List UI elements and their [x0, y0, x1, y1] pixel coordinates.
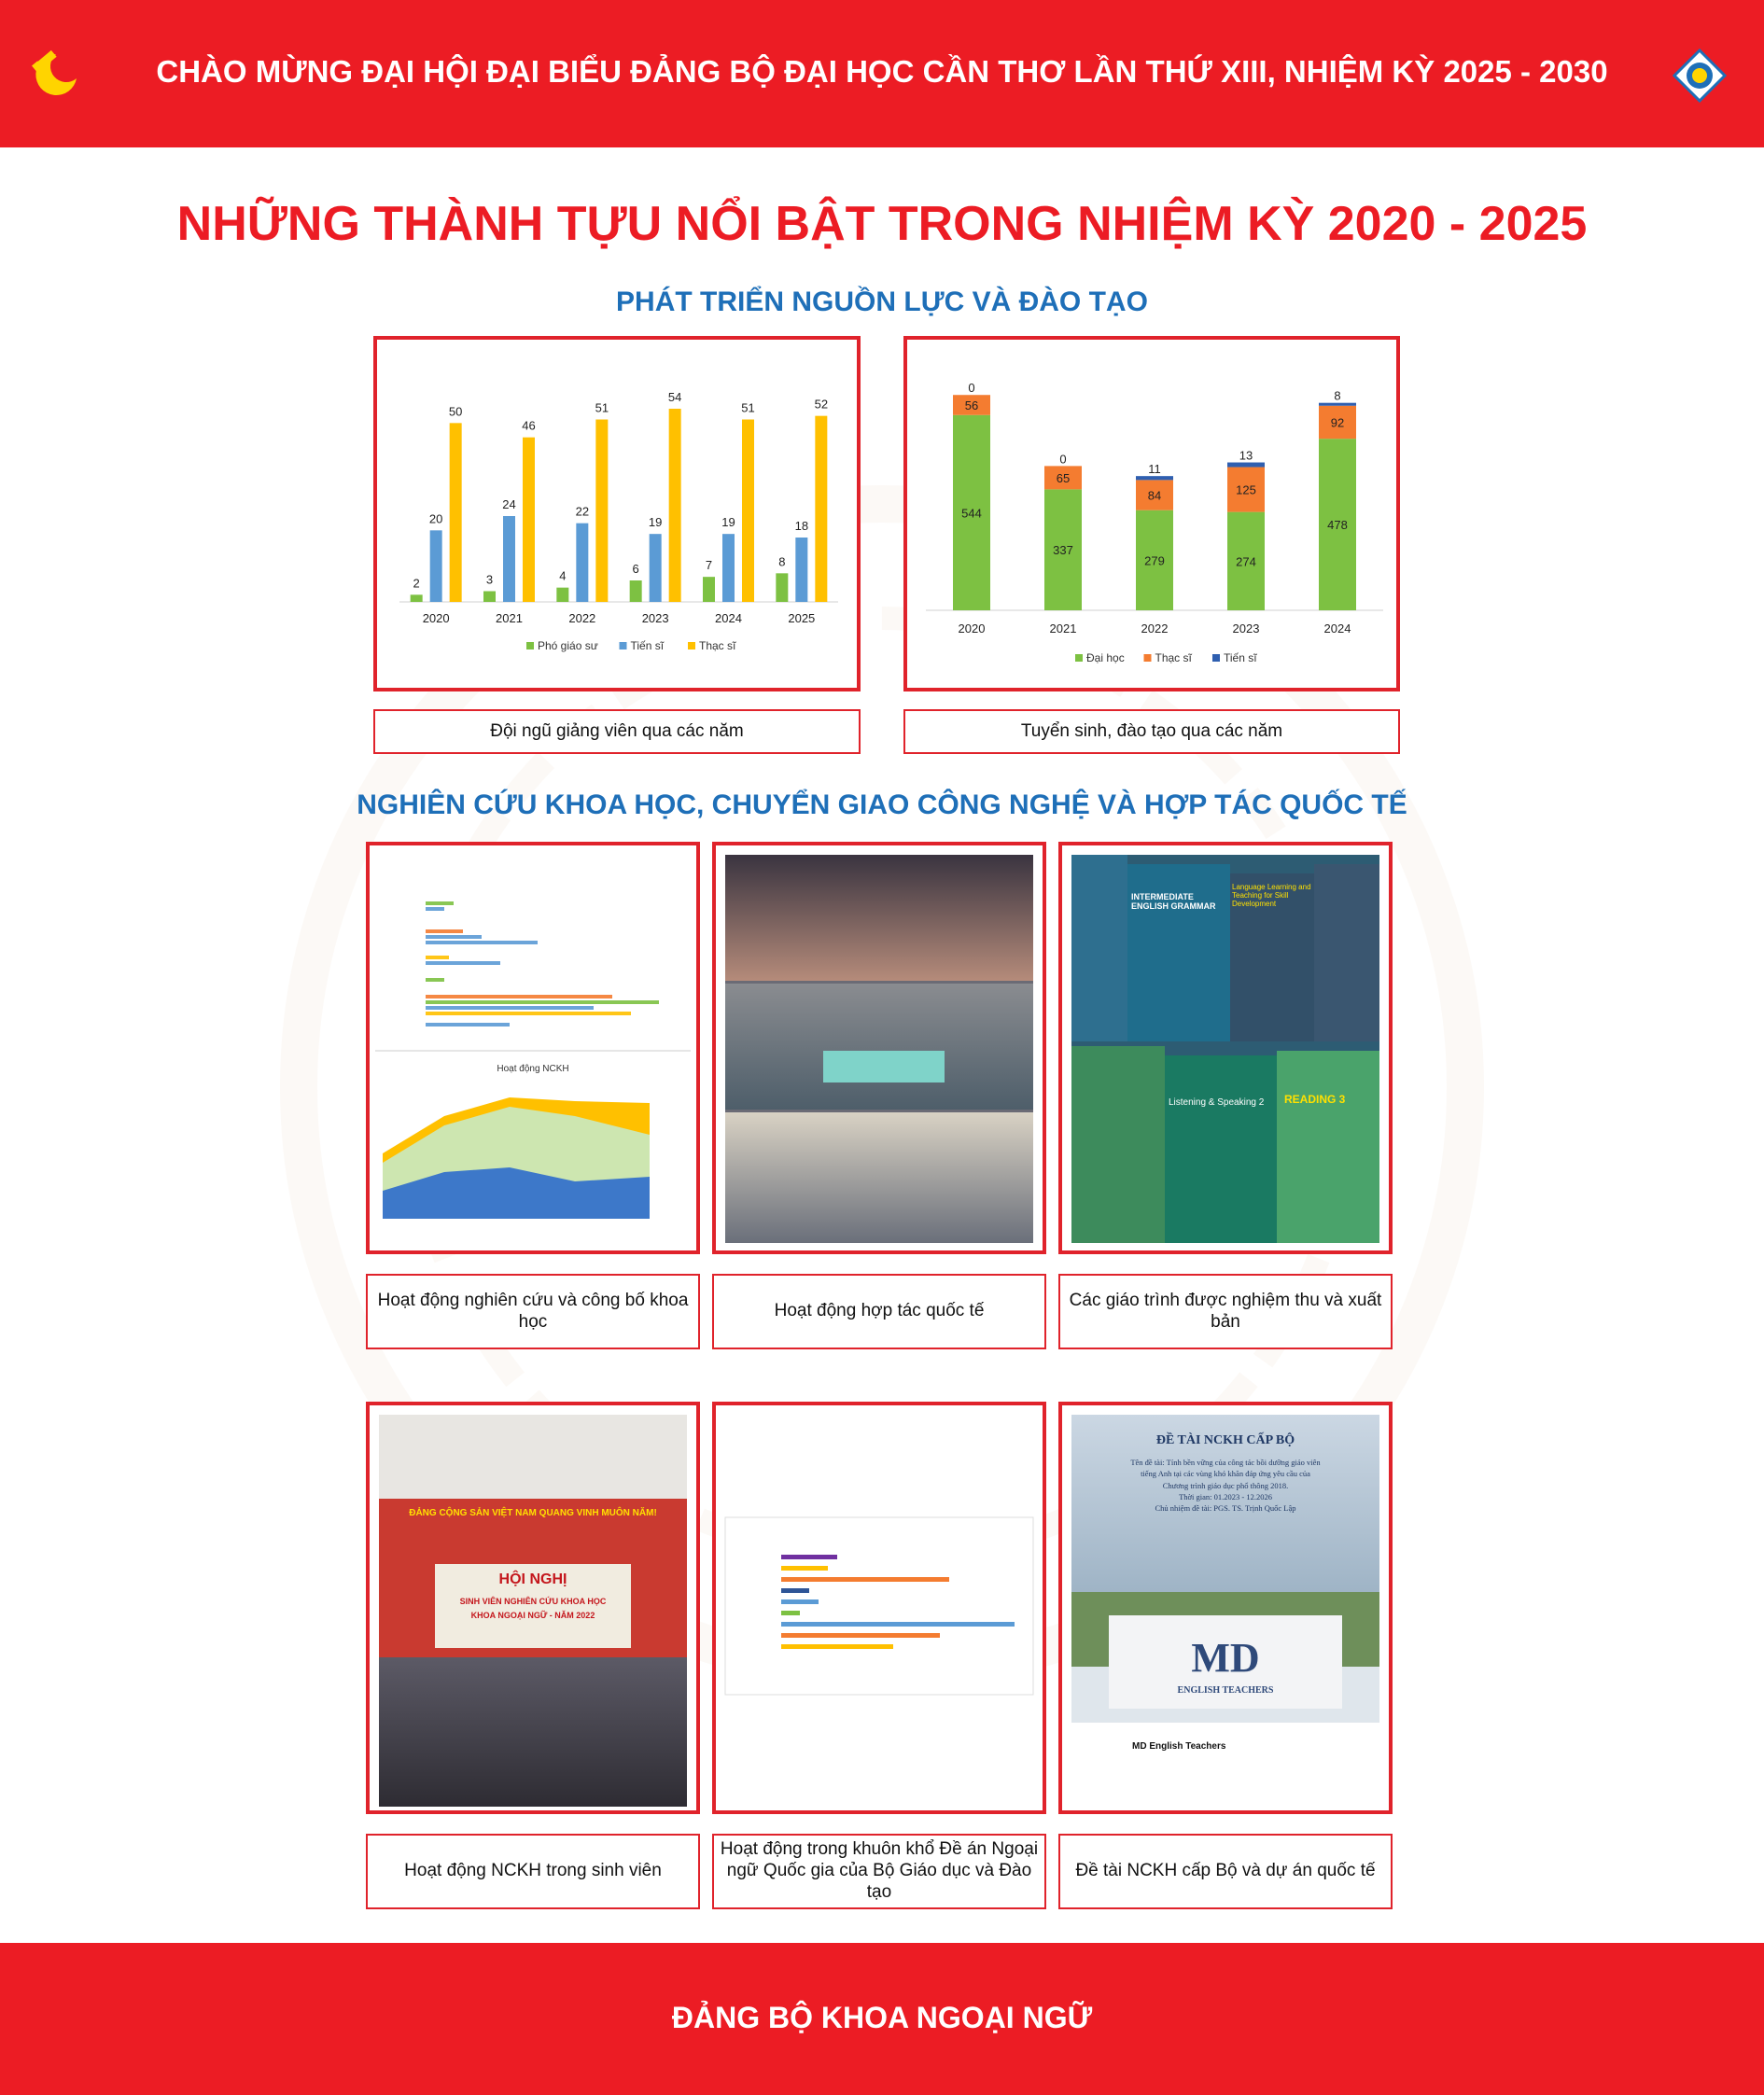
bar-2023-2	[1227, 463, 1265, 468]
bar-2025-2	[815, 416, 827, 602]
data-label: 337	[1053, 543, 1073, 558]
md-page-name: MD English Teachers	[1132, 1741, 1226, 1752]
bar-2024-2	[742, 420, 754, 603]
data-label: 544	[961, 506, 982, 521]
research-charts-image	[370, 845, 696, 1250]
project-line-3: Chương trình giáo dục phổ thông 2018.	[1162, 1480, 1289, 1490]
x-tick-label: 2023	[1232, 622, 1260, 635]
project-poster	[1071, 1415, 1379, 1807]
footer-text: ĐẢNG BỘ KHOA NGOẠI NGỮ	[671, 2001, 1093, 2034]
data-label: 274	[1236, 554, 1256, 569]
legend-swatch	[526, 642, 534, 649]
caption-ministry-project: Đề tài NCKH cấp Bộ và dự án quốc tế	[1058, 1834, 1393, 1909]
data-label: 478	[1327, 518, 1348, 533]
research-activity-title: Hoạt động NCKH	[497, 1064, 569, 1074]
hammer-sickle-icon	[28, 47, 84, 103]
research-chart-thumbnail	[366, 842, 700, 1254]
ministry-project-thumbnail	[1058, 1402, 1393, 1814]
student-research-thumbnail	[366, 1402, 700, 1814]
university-logo-icon	[1673, 49, 1727, 103]
x-tick-label: 2025	[788, 611, 816, 625]
bar-2021-1	[503, 516, 515, 602]
data-label: 51	[741, 400, 755, 415]
x-tick-label: 2022	[568, 611, 596, 625]
bar-2022-1	[576, 524, 588, 602]
bar-2020-2	[450, 423, 462, 602]
caption-textbooks: Các giáo trình được nghiệm thu và xuất bản	[1058, 1274, 1393, 1349]
data-label: 8	[1334, 388, 1341, 403]
bar-2020-0	[411, 594, 423, 602]
legend-swatch	[620, 642, 627, 649]
lecturers-chart	[377, 340, 857, 688]
cooperation-photo-thumbnail	[712, 842, 1046, 1254]
legend-swatch	[1075, 654, 1083, 662]
conference-subtitle-2: KHOA NGOẠI NGỮ - NĂM 2022	[470, 1611, 595, 1620]
x-tick-label: 2023	[641, 611, 669, 625]
national-project-chart-image	[716, 1405, 1043, 1810]
enrollment-chart	[907, 340, 1396, 688]
bottom-banner	[0, 1943, 1764, 2095]
project-line-2: tiếng Anh tại các vùng khó khăn đáp ứng yêu cầu của	[1141, 1469, 1310, 1479]
bar-2022-0	[556, 588, 568, 602]
x-tick-label: 2024	[715, 611, 742, 625]
textbooks-photo-thumbnail	[1058, 842, 1393, 1254]
data-label: 92	[1330, 415, 1345, 430]
legend-label: Tiến sĩ	[1224, 651, 1257, 664]
enrollment-chart-frame	[903, 336, 1400, 691]
data-label: 2	[413, 576, 420, 591]
legend-swatch	[688, 642, 695, 649]
project-line-5: Chủ nhiệm đề tài: PGS. TS. Trịnh Quốc Lập	[1155, 1503, 1296, 1514]
caption-student-research: Hoạt động NCKH trong sinh viên	[366, 1834, 700, 1909]
data-label: 19	[721, 515, 735, 530]
bar-2024-1	[722, 534, 735, 602]
student-conference-photo	[379, 1415, 687, 1807]
caption-research: Hoạt động nghiên cứu và công bố khoa học	[366, 1274, 700, 1349]
data-label: 84	[1147, 488, 1162, 503]
data-label: 7	[705, 558, 713, 573]
conference-subtitle-1: SINH VIÊN NGHIÊN CỨU KHOA HỌC	[459, 1597, 607, 1606]
data-label: 24	[502, 497, 516, 511]
bar-2025-1	[795, 538, 807, 602]
legend-label: Tiến sĩ	[630, 639, 665, 652]
caption-cooperation: Hoạt động hợp tác quốc tế	[712, 1274, 1046, 1349]
book-title-3: READING 3	[1284, 1093, 1346, 1106]
legend-label: Đại học	[1086, 651, 1125, 664]
md-logo-text: MD	[1191, 1635, 1260, 1681]
bar-2025-0	[776, 573, 788, 602]
bar-2020-1	[430, 530, 442, 602]
bar-2023-0	[630, 580, 642, 602]
data-label: 50	[448, 404, 463, 419]
bar-2022-2	[595, 420, 608, 603]
section-title-resources: PHÁT TRIỂN NGUỒN LỰC VÀ ĐÀO TẠO	[616, 286, 1148, 317]
conference-title: HỘI NGHỊ	[498, 1571, 567, 1587]
bar-2021-2	[523, 438, 535, 602]
data-label: 3	[485, 572, 494, 587]
bar-2022-2	[1136, 476, 1173, 480]
data-label: 4	[559, 568, 567, 583]
data-label: 56	[964, 398, 979, 412]
data-label: 8	[778, 554, 786, 569]
data-label: 52	[814, 397, 829, 412]
caption-lecturers: Đội ngũ giảng viên qua các năm	[373, 709, 861, 754]
project-title: ĐỀ TÀI NCKH CẤP BỘ	[1155, 1433, 1295, 1447]
data-label: 6	[632, 562, 639, 576]
caption-enrollment: Tuyển sinh, đào tạo qua các năm	[903, 709, 1400, 754]
project-line-1: Tên đề tài: Tính bền vững của công tác bồi dưỡng giáo viên	[1130, 1458, 1321, 1467]
data-label: 279	[1144, 553, 1165, 568]
data-label: 125	[1236, 482, 1256, 497]
bar-2021-0	[483, 592, 496, 603]
data-label: 18	[794, 519, 809, 533]
textbooks-photo	[1071, 855, 1379, 1243]
data-label: 20	[428, 511, 443, 526]
legend-label: Thạc sĩ	[699, 639, 736, 652]
data-label: 13	[1239, 448, 1253, 463]
conference-banner-text: ĐẢNG CỘNG SẢN VIỆT NAM QUANG VINH MUÔN NĂM!	[409, 1508, 657, 1518]
legend-label: Phó giáo sư	[538, 639, 598, 652]
legend-swatch	[1212, 654, 1220, 662]
header-banner-text: CHÀO MỪNG ĐẠI HỘI ĐẠI BIỂU ĐẢNG BỘ ĐẠI HỌC CẦN THƠ LẦN THỨ XIII, NHIỆM KỲ 2025 - 2030	[156, 54, 1608, 89]
legend-swatch	[1144, 654, 1152, 662]
top-banner	[0, 0, 1764, 147]
book-title-2: Listening & Speaking 2	[1169, 1097, 1265, 1108]
bar-2023-2	[669, 409, 681, 602]
page-title: NHỮNG THÀNH TỰU NỔI BẬT TRONG NHIỆM KỲ 2020 - 2025	[176, 197, 1588, 251]
x-tick-label: 2024	[1323, 622, 1351, 635]
bar-2024-0	[703, 577, 715, 602]
bar-2023-1	[650, 534, 662, 602]
bar-2024-2	[1319, 403, 1356, 406]
data-label: 0	[1059, 452, 1067, 467]
data-label: 0	[968, 381, 975, 396]
group-photo-collage	[725, 855, 1033, 1243]
data-label: 65	[1056, 470, 1071, 485]
book-title-1: INTERMEDIATE ENGLISH GRAMMAR	[1131, 892, 1216, 911]
data-label: 11	[1148, 462, 1161, 477]
data-label: 51	[595, 400, 609, 415]
x-tick-label: 2022	[1141, 622, 1169, 635]
section-title-research: NGHIÊN CỨU KHOA HỌC, CHUYỂN GIAO CÔNG NGHỆ VÀ HỢP TÁC QUỐC TẾ	[357, 789, 1407, 820]
book-title-4: Language Learning and Teaching for Skill Development	[1232, 883, 1311, 908]
x-tick-label: 2021	[496, 611, 523, 625]
legend-label: Thạc sĩ	[1155, 651, 1192, 664]
data-label: 22	[575, 504, 590, 519]
data-label: 46	[522, 418, 536, 433]
lecturers-chart-frame	[373, 336, 861, 691]
data-label: 19	[648, 515, 663, 530]
national-project-thumbnail	[712, 1402, 1046, 1814]
data-label: 54	[667, 390, 682, 404]
x-tick-label: 2020	[958, 622, 986, 635]
caption-national-project: Hoạt động trong khuôn khổ Đề án Ngoại ngữ Quốc gia của Bộ Giáo dục và Đào tạo	[712, 1834, 1046, 1909]
x-tick-label: 2020	[422, 611, 450, 625]
project-line-4: Thời gian: 01.2023 - 12.2026	[1179, 1491, 1272, 1501]
md-logo-subtitle: ENGLISH TEACHERS	[1177, 1685, 1274, 1696]
x-tick-label: 2021	[1049, 622, 1077, 635]
